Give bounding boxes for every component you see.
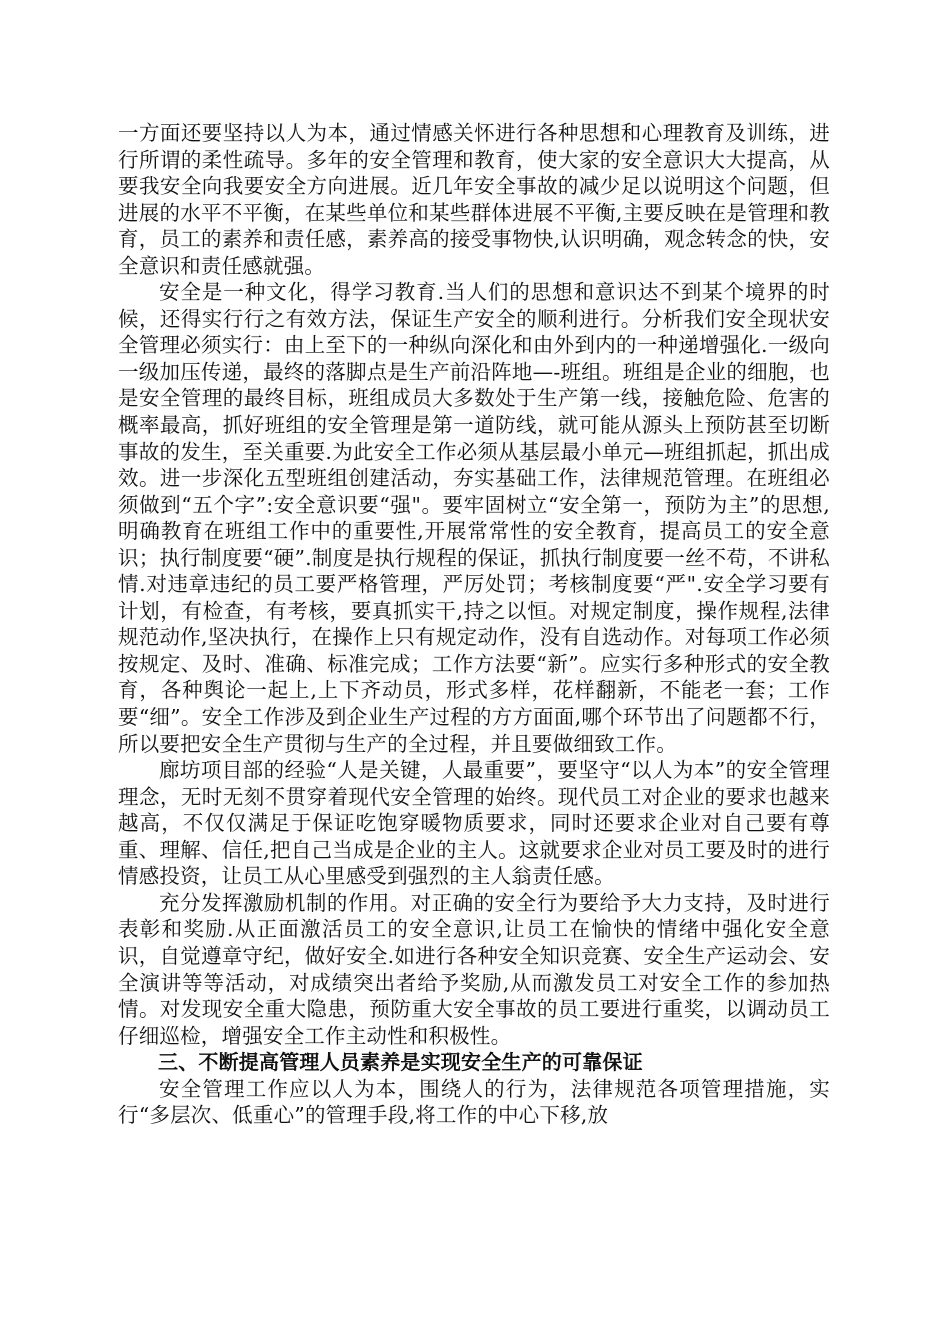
paragraph-people-oriented: 廊坊项目部的经验“人是关键，人最重要”，要坚守“以人为本”的安全管理理念，无时无刻不贯穿着现代安全管理的始终。现代员工对企业的要求也越来越高，不仅仅满足于保证吃饱穿暖物质要求，同时还要求企业对自己要有尊重、理解、信任,把自己当成是企业的主人。这就要求企业对员工要及时的进行情感投资，让员工从心里感受到强烈的主人翁责任感。 xyxy=(118,758,830,889)
paragraph-continuation: 一方面还要坚持以人为本，通过情感关怀进行各种思想和心理教育及训练，进行所谓的柔性疏导。多年的安全管理和教育，使大家的安全意识大大提高，从要我安全向我要安全方向进展。近几年安全事故的减少足以说明这个问题，但进展的水平不平衡，在某些单位和某些群体进展不平衡,主要反映在是管理和教育，员工的素养和责任感，素养高的接受事物快,认识明确，观念转念的快，安全意识和责任感就强。 xyxy=(118,121,830,278)
paragraph-incentive-mechanism: 充分发挥激励机制的作用。对正确的安全行为要给予大力支持，及时进行表彰和奖励.从正面激活员工的安全意识,让员工在愉快的情绪中强化安全意识，自觉遵章守纪，做好安全.如进行各种安全知识竞赛、安全生产运动会、安全演讲等等活动，对成绩突出者给予奖励,从而激发员工对安全工作的参加热情。对发现安全重大隐患，预防重大安全事故的员工要进行重奖，以调动员工仔细巡检，增强安全工作主动性和积极性。 xyxy=(118,890,830,1048)
document-body xyxy=(118,120,830,1129)
paragraph-management-measures: 安全管理工作应以人为本，围绕人的行为，法律规范各项管理措施，实行“多层次、低重心”的管理手段,将工作的中心下移,放 xyxy=(118,1076,830,1128)
paragraph-safety-culture: 安全是一种文化，得学习教育.当人们的思想和意识达不到某个境界的时候，还得实行行之有效方法，保证生产安全的顺利进行。分析我们安全现状安全管理必须实行：由上至下的一种纵向深化和由外到内的一种递增强化.一级向一级加压传递，最终的落脚点是生产前沿阵地—-班组。班组是企业的细胞，也是安全管理的最终目标，班组成员大多数处于生产第一线，接触危险、危害的概率最高，抓好班组的安全管理是第一道防线，就可能从源头上预防甚至切断事故的发生，至关重要.为此安全工作必须从基层最小单元—班组抓起，抓出成效。进一步深化五型班组创建活动，夯实基础工作，法律规范管理。在班组必须做到“五个字”:安全意识要“强"。要牢固树立“安全第一，预防为主”的思想,明确教育在班组工作中的重要性,开展常常性的安全教育，提高员工的安全意识；执行制度要“硬”.制度是执行规程的保证，抓执行制度要一丝不苟，不讲私情.对违章违纪的员工要严格管理，严厉处罚；考核制度要“严".安全学习要有计划，有检查，有考核，要真抓实干,持之以恒。对规定制度，操作规程,法律规范动作,坚决执行，在操作上只有规定动作，没有自选动作。对每项工作必须按规定、及时、准确、标准完成；工作方法要“新”。应实行多种形式的安全教育，各种舆论一起上,上下齐动员，形式多样，花样翻新，不能老一套；工作要“细”。安全工作涉及到企业生产过程的方方面面,哪个环节出了问题都不行，所以要把安全生产贯彻与生产的全过程，并且要做细致工作。 xyxy=(118,280,830,756)
section-heading: 三、不断提高管理人员素养是实现安全生产的可靠保证 xyxy=(158,1050,643,1075)
